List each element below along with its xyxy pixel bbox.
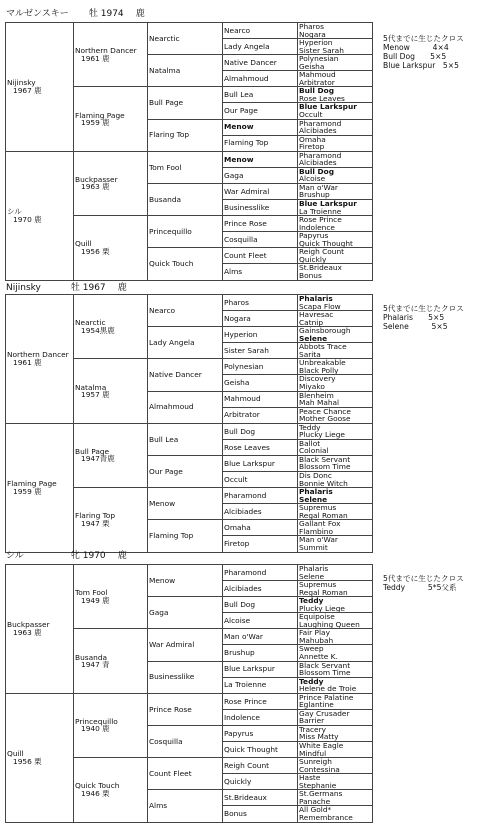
cross-entry: Teddy 5*5父系 xyxy=(383,583,457,593)
ancestor-gen5-pair xyxy=(298,423,373,439)
ancestor-gen5-pair xyxy=(298,693,373,709)
birth-info: 1956 栗 xyxy=(81,246,110,256)
ancestor-gen5: Stephanie xyxy=(299,780,337,790)
ancestor-gen4: St.Brideaux xyxy=(223,790,298,806)
birth-info: 1961 鹿 xyxy=(81,53,110,63)
ancestor-gen4: Lady Angela xyxy=(223,39,298,55)
horse-name: Nijinsky xyxy=(6,283,41,293)
ancestor-gen4: Native Dancer xyxy=(223,55,298,71)
ancestor-gen5: Selene xyxy=(299,333,328,343)
ancestor-gen4: Count Fleet xyxy=(223,248,298,264)
ancestor-gen4: Our Page xyxy=(223,103,298,119)
ancestor-gen5-pair xyxy=(298,23,373,39)
ancestor-gen5-pair xyxy=(298,504,373,520)
ancestor-gen4: Cosquilla xyxy=(223,232,298,248)
ancestor-gen5-pair xyxy=(298,248,373,264)
ancestor-gen4: Nogara xyxy=(223,311,298,327)
ancestor-gen5: Supremus xyxy=(299,580,337,590)
ancestor-gen4: Sister Sarah xyxy=(223,343,298,359)
ancestor-gen5-pair xyxy=(298,725,373,741)
ancestor-gen4: Quick Thought xyxy=(223,742,298,758)
ancestor-gen3: Almahmoud xyxy=(148,391,223,423)
ancestor-gen3: Natalma xyxy=(148,55,223,87)
ancestor-gen5: Rose Prince xyxy=(299,215,342,225)
ancestor-gen5-pair xyxy=(298,645,373,661)
ancestor-gen4: Rose Leaves xyxy=(223,439,298,455)
ancestor-gen3: Businesslike xyxy=(148,661,223,693)
birth-info: 1959 鹿 xyxy=(81,118,110,128)
ancestor-gen4: Indolence xyxy=(223,709,298,725)
grandparent-cell xyxy=(74,758,148,822)
ancestor-gen5: Phalaris xyxy=(299,487,333,497)
ancestor-gen5-pair xyxy=(298,119,373,135)
coat-color: 鹿 xyxy=(117,551,127,561)
ancestor-gen5: Sarita xyxy=(299,349,321,359)
ancestor-gen5: Polynesian xyxy=(299,54,339,64)
birth-info: 1956 栗 xyxy=(13,756,42,766)
ancestor-gen5-pair xyxy=(298,597,373,613)
birth-info: 1970 鹿 xyxy=(13,214,42,224)
grandparent-cell xyxy=(74,629,148,693)
ancestor-gen3: Flaming Top xyxy=(148,520,223,552)
horse-name: Buckpasser xyxy=(7,620,50,630)
ancestor-gen5-pair xyxy=(298,151,373,167)
ancestor-gen5-pair xyxy=(298,375,373,391)
ancestor-gen3: Bull Lea xyxy=(148,423,223,455)
ancestor-gen5: Mindful xyxy=(299,748,327,758)
ancestor-gen5: Ballot xyxy=(299,439,321,448)
ancestor-gen5-pair xyxy=(298,359,373,375)
ancestor-gen5: Firetop xyxy=(299,142,325,152)
ancestor-gen3: Menow xyxy=(148,488,223,520)
ancestor-gen3: Cosquilla xyxy=(148,725,223,757)
ancestor-gen5: Colonial xyxy=(299,446,329,456)
ancestor-gen5: Regal Roman xyxy=(299,510,348,520)
horse-name: Flaring Top xyxy=(75,511,116,521)
cross-title: 5代までに生じたクロス xyxy=(383,574,464,583)
ancestor-gen4: Omaha xyxy=(223,520,298,536)
ancestor-gen5-pair xyxy=(298,677,373,693)
pedigree-table xyxy=(5,22,373,281)
sex-year: 牡 1974 xyxy=(88,9,124,19)
ancestor-gen4: Rose Prince xyxy=(223,693,298,709)
ancestor-gen3: Flaring Top xyxy=(148,119,223,151)
ancestor-gen5: Dis Donc xyxy=(299,471,332,481)
ancestor-gen5: Occult xyxy=(299,110,323,120)
ancestor-gen4: Pharamond xyxy=(223,488,298,504)
birth-info: 1963 鹿 xyxy=(13,627,42,637)
ancestor-gen5: Reigh Count xyxy=(299,247,345,257)
cross-title: 5代までに生じたクロス xyxy=(383,304,464,313)
ancestor-gen4: Occult xyxy=(223,472,298,488)
ancestor-gen4: Alcibiades xyxy=(223,504,298,520)
ancestor-gen5: Indolence xyxy=(299,222,335,232)
ancestor-gen5: Havresac xyxy=(299,310,334,320)
ancestor-gen4: Firetop xyxy=(223,536,298,552)
horse-name: Buckpasser xyxy=(75,174,118,184)
ancestor-gen4: Mahmoud xyxy=(223,391,298,407)
ancestor-gen5: Equipoise xyxy=(299,612,335,622)
ancestor-gen5: Brushup xyxy=(299,190,330,200)
cross-entry: Phalaris 5×5 xyxy=(383,313,445,323)
ancestor-gen5: Mahmoud xyxy=(299,70,336,80)
ancestor-gen5-pair xyxy=(298,183,373,199)
ancestor-gen5: Eglantine xyxy=(299,700,334,710)
ancestor-gen4: Nearco xyxy=(223,23,298,39)
ancestor-gen4: Prince Rose xyxy=(223,216,298,232)
ancestor-gen4: La Troienne xyxy=(223,677,298,693)
ancestor-gen5: Summit xyxy=(299,542,328,552)
grandparent-cell xyxy=(74,359,148,423)
ancestor-gen5: Helene de Troie xyxy=(299,684,357,694)
ancestor-gen5: St.Germans xyxy=(299,789,343,799)
inbreeding-cross xyxy=(383,304,464,331)
pedigree-header xyxy=(6,6,145,19)
ancestor-gen3: Our Page xyxy=(148,455,223,487)
grandparent-cell xyxy=(74,423,148,487)
ancestor-gen5: Scapa Flow xyxy=(299,301,341,311)
ancestor-gen4: Gaga xyxy=(223,167,298,183)
horse-name: マルゼンスキー xyxy=(6,9,69,19)
ancestor-gen5-pair xyxy=(298,311,373,327)
ancestor-gen5-pair xyxy=(298,520,373,536)
ancestor-gen4: Alms xyxy=(223,264,298,280)
ancestor-gen5: All Gold* xyxy=(299,805,332,815)
birth-info: 1947 栗 xyxy=(81,518,110,528)
ancestor-gen3: Menow xyxy=(148,565,223,597)
ancestor-gen5: Papyrus xyxy=(299,231,329,241)
ancestor-gen4: War Admiral xyxy=(223,183,298,199)
ancestor-gen3: Nearco xyxy=(148,295,223,327)
pedigree-header xyxy=(6,548,127,561)
ancestor-gen5: St.Brideaux xyxy=(299,263,342,273)
ancestor-gen5: Haste xyxy=(299,773,321,783)
ancestor-gen5-pair xyxy=(298,581,373,597)
ancestor-gen5: Gay Crusader xyxy=(299,709,350,718)
ancestor-gen5: Blossom Time xyxy=(299,462,351,472)
dam-cell xyxy=(6,151,74,280)
ancestor-gen5: Barrier xyxy=(299,716,325,726)
ancestor-gen4: Geisha xyxy=(223,375,298,391)
ancestor-gen4: Blue Larkspur xyxy=(223,661,298,677)
coat-color: 鹿 xyxy=(135,9,145,19)
ancestor-gen5: Quickly xyxy=(299,254,327,264)
ancestor-gen4: Reigh Count xyxy=(223,758,298,774)
ancestor-gen5: Mahubah xyxy=(299,635,334,645)
ancestor-gen5: Selene xyxy=(299,494,328,504)
ancestor-gen5-pair xyxy=(298,790,373,806)
grandparent-cell xyxy=(74,151,148,215)
ancestor-gen5-pair xyxy=(298,742,373,758)
ancestor-gen5-pair xyxy=(298,200,373,216)
ancestor-gen5: Man o'War xyxy=(299,535,338,545)
birth-info: 1959 鹿 xyxy=(13,486,42,496)
ancestor-gen5: Black Servant xyxy=(299,455,351,464)
ancestor-gen5-pair xyxy=(298,343,373,359)
birth-info: 1947 青 xyxy=(81,660,110,670)
dam-cell xyxy=(6,423,74,552)
ancestor-gen5: Sunreigh xyxy=(299,757,332,767)
ancestor-gen5-pair xyxy=(298,391,373,407)
birth-info: 1957 鹿 xyxy=(81,390,110,400)
horse-name: Nearctic xyxy=(75,318,106,328)
ancestor-gen3: Lady Angela xyxy=(148,327,223,359)
ancestor-gen5: Nogara xyxy=(299,29,326,39)
ancestor-gen4: Brushup xyxy=(223,645,298,661)
ancestor-gen5: Mah Mahal xyxy=(299,398,340,408)
ancestor-gen5-pair xyxy=(298,71,373,87)
ancestor-gen5: Geisha xyxy=(299,61,325,71)
ancestor-gen4: Bonus xyxy=(223,806,298,822)
ancestor-gen5: Pharamond xyxy=(299,151,342,160)
ancestor-gen3: War Admiral xyxy=(148,629,223,661)
birth-info: 1946 栗 xyxy=(81,788,110,798)
ancestor-gen5: Panache xyxy=(299,796,331,806)
ancestor-gen5-pair xyxy=(298,488,373,504)
ancestor-gen5: Remembrance xyxy=(299,812,353,822)
ancestor-gen5-pair xyxy=(298,565,373,581)
ancestor-gen5: Prince Palatine xyxy=(299,693,354,702)
ancestor-gen5-pair xyxy=(298,536,373,552)
grandparent-cell xyxy=(74,565,148,629)
ancestor-gen4: Bull Dog xyxy=(223,423,298,439)
ancestor-gen5: Contessina xyxy=(299,764,340,774)
ancestor-gen5: Peace Chance xyxy=(299,407,351,416)
ancestor-gen5: Arbitrator xyxy=(299,77,335,87)
horse-name: Flaming Page xyxy=(7,479,57,489)
cross-entry: Blue Larkspur 5×5 xyxy=(383,61,459,71)
ancestor-gen5: White Eagle xyxy=(299,741,344,751)
ancestor-gen5: Blue Larkspur xyxy=(299,102,357,112)
ancestor-gen3: Alms xyxy=(148,790,223,822)
ancestor-gen5: Rose Leaves xyxy=(299,93,345,103)
ancestor-gen5: Abbots Trace xyxy=(299,342,347,352)
horse-name: Quick Touch xyxy=(75,781,120,791)
grandparent-cell xyxy=(74,488,148,552)
ancestor-gen5: Black Servant xyxy=(299,661,351,670)
ancestor-gen3: Gaga xyxy=(148,597,223,629)
horse-name: Flaming Page xyxy=(75,110,125,120)
ancestor-gen5: Miyako xyxy=(299,382,325,392)
ancestor-gen5: Blossom Time xyxy=(299,668,351,678)
horse-name: Quill xyxy=(7,749,24,759)
ancestor-gen5: Teddy xyxy=(299,423,321,432)
ancestor-gen4: Polynesian xyxy=(223,359,298,375)
inbreeding-cross xyxy=(383,574,464,592)
ancestor-gen5: Flambino xyxy=(299,526,333,536)
horse-name: Northern Dancer xyxy=(7,350,69,360)
horse-name: Natalma xyxy=(75,382,107,392)
ancestor-gen5: Blenheim xyxy=(299,391,334,400)
ancestor-gen5: Alcoise xyxy=(299,174,326,184)
ancestor-gen4: Flaming Top xyxy=(223,135,298,151)
ancestor-gen3: Princequillo xyxy=(148,216,223,248)
ancestor-gen5-pair xyxy=(298,39,373,55)
ancestor-gen5-pair xyxy=(298,661,373,677)
ancestor-gen4: Menow xyxy=(223,151,298,167)
ancestor-gen5: Hyperion xyxy=(299,38,333,48)
pedigree-header xyxy=(6,280,127,293)
ancestor-gen3: Busanda xyxy=(148,183,223,215)
ancestor-gen5-pair xyxy=(298,455,373,471)
ancestor-gen5-pair xyxy=(298,613,373,629)
ancestor-gen5: Pharos xyxy=(299,22,324,31)
ancestor-gen5: Teddy xyxy=(299,596,324,606)
ancestor-gen5-pair xyxy=(298,629,373,645)
birth-info: 1940 鹿 xyxy=(81,724,110,734)
horse-name: Tom Fool xyxy=(75,588,108,598)
birth-info: 1949 鹿 xyxy=(81,595,110,605)
ancestor-gen5-pair xyxy=(298,327,373,343)
ancestor-gen4: Bull Lea xyxy=(223,87,298,103)
ancestor-gen4: Alcibiades xyxy=(223,581,298,597)
pedigree-table xyxy=(5,294,373,553)
horse-name: Busanda xyxy=(75,652,108,662)
ancestor-gen4: Hyperion xyxy=(223,327,298,343)
ancestor-gen5-pair xyxy=(298,806,373,822)
ancestor-gen3: Prince Rose xyxy=(148,693,223,725)
ancestor-gen5: Annette K. xyxy=(299,652,338,662)
ancestor-gen5: Miss Matty xyxy=(299,732,339,742)
ancestor-gen5-pair xyxy=(298,709,373,725)
grandparent-cell xyxy=(74,295,148,359)
pedigree-table xyxy=(5,564,373,823)
ancestor-gen5-pair xyxy=(298,472,373,488)
ancestor-gen5-pair xyxy=(298,135,373,151)
ancestor-gen4: Bull Dog xyxy=(223,597,298,613)
grandparent-cell xyxy=(74,23,148,87)
dam-cell xyxy=(6,693,74,822)
ancestor-gen5-pair xyxy=(298,439,373,455)
ancestor-gen4: Menow xyxy=(223,119,298,135)
horse-name: Nijinsky xyxy=(7,78,36,88)
ancestor-gen3: Nearctic xyxy=(148,23,223,55)
ancestor-gen3: Quick Touch xyxy=(148,248,223,280)
sire-cell xyxy=(6,295,74,424)
sex-year: 牝 1970 xyxy=(70,551,106,561)
ancestor-gen5: Quick Thought xyxy=(299,238,353,248)
ancestor-gen5-pair xyxy=(298,216,373,232)
horse-name: シル xyxy=(6,551,24,561)
birth-info: 1967 鹿 xyxy=(13,85,42,95)
ancestor-gen5-pair xyxy=(298,103,373,119)
grandparent-cell xyxy=(74,87,148,151)
ancestor-gen4: Arbitrator xyxy=(223,407,298,423)
cross-entry: Selene 5×5 xyxy=(383,322,448,332)
ancestor-gen5-pair xyxy=(298,167,373,183)
ancestor-gen5: Alcibiades xyxy=(299,126,337,136)
ancestor-gen5: Alcibiades xyxy=(299,158,337,168)
ancestor-gen4: Pharos xyxy=(223,295,298,311)
birth-info: 1954黒鹿 xyxy=(81,325,115,335)
ancestor-gen4: Businesslike xyxy=(223,200,298,216)
ancestor-gen5: Gainsborough xyxy=(299,326,351,336)
ancestor-gen4: Almahmoud xyxy=(223,71,298,87)
ancestor-gen4: Man o'War xyxy=(223,629,298,645)
ancestor-gen3: Count Fleet xyxy=(148,758,223,790)
ancestor-gen5: Bull Dog xyxy=(299,167,335,176)
ancestor-gen5: Phalaris xyxy=(299,294,333,303)
ancestor-gen5-pair xyxy=(298,55,373,71)
cross-entry: Menow 4×4 xyxy=(383,43,449,53)
ancestor-gen5: Pharamond xyxy=(299,119,342,128)
ancestor-gen5: Regal Roman xyxy=(299,587,348,597)
ancestor-gen5: Unbreakable xyxy=(299,358,346,368)
horse-name: Northern Dancer xyxy=(75,46,137,56)
ancestor-gen3: Native Dancer xyxy=(148,359,223,391)
ancestor-gen5-pair xyxy=(298,232,373,248)
sire-cell xyxy=(6,565,74,694)
ancestor-gen4: Papyrus xyxy=(223,725,298,741)
ancestor-gen5: La Troienne xyxy=(299,206,342,216)
ancestor-gen5: Bull Dog xyxy=(299,86,335,96)
inbreeding-cross xyxy=(383,34,464,70)
horse-name: Princequillo xyxy=(75,716,118,726)
horse-name: Quill xyxy=(75,239,92,249)
cross-entry: Bull Dog 5×5 xyxy=(383,52,447,62)
cross-title: 5代までに生じたクロス xyxy=(383,34,464,43)
ancestor-gen4: Blue Larkspur xyxy=(223,455,298,471)
ancestor-gen5: Catnip xyxy=(299,317,324,327)
ancestor-gen5: Discovery xyxy=(299,374,336,384)
coat-color: 鹿 xyxy=(117,283,127,293)
ancestor-gen5: Bonus xyxy=(299,270,322,280)
ancestor-gen5: Selene xyxy=(299,571,325,581)
ancestor-gen5-pair xyxy=(298,87,373,103)
ancestor-gen5: Sweep xyxy=(299,644,324,654)
ancestor-gen5: Supremus xyxy=(299,503,337,513)
ancestor-gen5-pair xyxy=(298,774,373,790)
horse-name: Bull Page xyxy=(75,446,110,456)
ancestor-gen5: Bonnie Witch xyxy=(299,478,348,488)
ancestor-gen5: Plucky Liege xyxy=(299,430,345,440)
ancestor-gen5: Blue Larkspur xyxy=(299,199,357,209)
ancestor-gen5: Omaha xyxy=(299,135,326,144)
grandparent-cell xyxy=(74,693,148,757)
ancestor-gen3: Bull Page xyxy=(148,87,223,119)
birth-info: 1963 鹿 xyxy=(81,182,110,192)
ancestor-gen5: Teddy xyxy=(299,677,324,686)
ancestor-gen5: Gallant Fox xyxy=(299,519,341,529)
ancestor-gen5: Man o'War xyxy=(299,183,338,192)
ancestor-gen4: Pharamond xyxy=(223,565,298,581)
ancestor-gen5: Mother Goose xyxy=(299,414,351,424)
ancestor-gen5-pair xyxy=(298,407,373,423)
ancestor-gen5: Tracery xyxy=(299,725,327,734)
sex-year: 牡 1967 xyxy=(70,283,106,293)
ancestor-gen5-pair xyxy=(298,758,373,774)
birth-info: 1947青鹿 xyxy=(81,454,115,464)
sire-cell xyxy=(6,23,74,152)
ancestor-gen5: Plucky Liege xyxy=(299,603,345,613)
ancestor-gen3: Tom Fool xyxy=(148,151,223,183)
ancestor-gen5: Fair Play xyxy=(299,628,330,638)
ancestor-gen4: Quickly xyxy=(223,774,298,790)
birth-info: 1961 鹿 xyxy=(13,357,42,367)
ancestor-gen5: Sister Sarah xyxy=(299,45,344,55)
ancestor-gen5: Phalaris xyxy=(299,564,329,573)
horse-name: シル xyxy=(7,207,22,217)
ancestor-gen4: Alcoise xyxy=(223,613,298,629)
ancestor-gen5: Laughing Queen xyxy=(299,619,360,629)
ancestor-gen5-pair xyxy=(298,295,373,311)
ancestor-gen5-pair xyxy=(298,264,373,280)
ancestor-gen5: Black Polly xyxy=(299,365,339,375)
grandparent-cell xyxy=(74,216,148,280)
